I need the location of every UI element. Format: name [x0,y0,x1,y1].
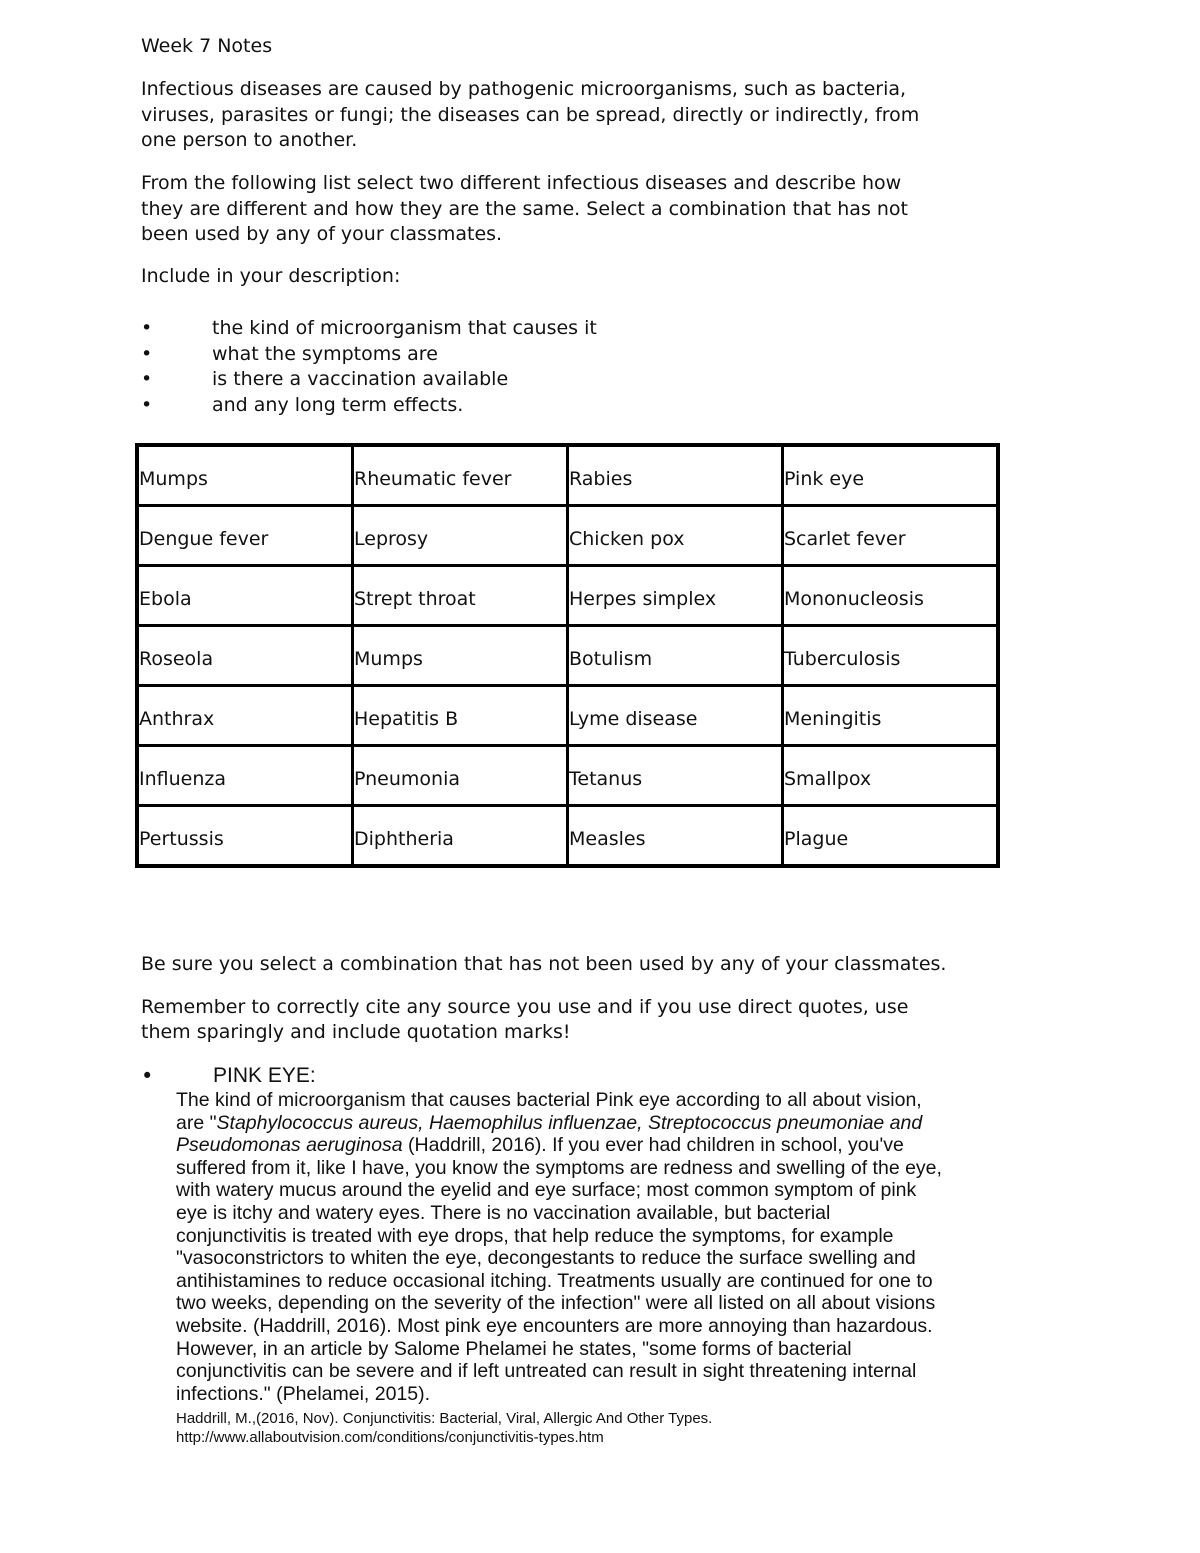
page-title: Week 7 Notes [141,35,273,57]
table-cell: Diphtheria [353,806,568,867]
table-cell: Rheumatic fever [353,445,568,506]
intro-line: viruses, parasites or fungi; the diseases can be spread, directly or indirectly, from [141,103,920,126]
body-line: However, in an article by Salome Phelamei he states, "some forms of bacterial [176,1337,852,1360]
bullet-icon: • [141,393,153,416]
table-cell: Tetanus [568,746,783,806]
table-cell: Leprosy [353,506,568,566]
reference-url: http://www.allaboutvision.com/conditions/conjunctivitis-types.htm [176,1429,604,1446]
instructions-line: From the following list select two different infectious diseases and describe how [141,172,902,194]
table-cell: Measles [568,806,783,867]
table-row [137,506,998,566]
body-line: The kind of microorganism that causes bacterial Pink eye according to all about vision, [176,1089,922,1111]
table-cell: Mumps [353,626,568,686]
list-item: • and any long term effects. [141,393,597,419]
body-line: suffered from it, like I have, you know the symptoms are redness and swelling of the eye, [176,1156,942,1179]
table-cell: Strept throat [353,566,568,626]
instructions-line: been used by any of your classmates. [141,223,503,245]
table-cell: Ebola [137,566,353,626]
bullet-icon: • [141,368,153,390]
table-row [137,566,998,626]
body-line: conjunctivitis is treated with eye drops, that help reduce the symptoms, for example [176,1224,894,1247]
body-line: are "Staphylococcus aureus, Haemophilus influenzae, Streptococcus pneumoniae and [176,1111,923,1134]
body-line: eye is itchy and watery eyes. There is no vaccination available, but bacterial [176,1201,831,1224]
table-cell: Chicken pox [568,506,783,566]
table-row [137,445,998,506]
table-cell: Tuberculosis [783,626,999,686]
body-line: two weeks, depending on the severity of the infection" were all listed on all about visions [176,1292,936,1315]
table-cell: Meningitis [783,686,999,746]
table-row [137,806,998,867]
include-label: Include in your description: [141,265,401,287]
disease-table [135,443,1000,868]
table-cell: Influenza [137,746,353,806]
table-cell: Hepatitis B [353,686,568,746]
table-cell: Botulism [568,626,783,686]
table-cell: Rabies [568,445,783,506]
table-cell: Herpes simplex [568,566,783,626]
list-item: • is there a vaccination available [141,367,597,393]
intro-line: Infectious diseases are caused by pathogenic microorganisms, such as bacteria, [141,78,907,100]
table-cell: Plague [783,806,999,867]
bullet-icon: • [141,342,153,365]
body-line: infections." (Phelamei, 2015). [176,1382,431,1405]
bullet-icon: • [141,317,153,339]
list-item: • what the symptoms are [141,342,597,368]
intro-line: one person to another. [141,129,358,151]
reference-citation: Haddrill, M.,(2016, Nov). Conjunctivitis: Bacterial, Viral, Allergic And Other Types. [176,1410,713,1427]
list-item: • the kind of microorganism that causes it [141,316,597,342]
body-line: "vasoconstrictors to whiten the eye, decongestants to reduce the surface swelling and [176,1247,916,1270]
reminder-line: Remember to correctly cite any source you use and if you use direct quotes, use [141,996,909,1018]
reminder-line: them sparingly and include quotation marks! [141,1021,571,1043]
table-cell: Anthrax [137,686,353,746]
table-cell: Pertussis [137,806,353,867]
table-cell: Mononucleosis [783,566,999,626]
pink-eye-body [176,1089,942,1405]
table-row [137,746,998,806]
bullet-icon: • [141,1064,154,1088]
table-cell: Lyme disease [568,686,783,746]
table-row [137,626,998,686]
body-line: antihistamines to reduce occasional itching. Treatments usually are continued for one to [176,1269,933,1292]
body-line: conjunctivitis can be severe and if left untreated can result in sight threatening internal [176,1360,917,1383]
table-cell: Pneumonia [353,746,568,806]
instructions-line: they are different and how they are the same. Select a combination that has not [141,197,909,220]
table-cell: Smallpox [783,746,999,806]
criteria-list [141,316,597,418]
table-cell: Pink eye [783,445,999,506]
table-cell: Mumps [137,445,353,506]
reminder-text: Be sure you select a combination that has not been used by any of your classmates. [141,953,947,975]
table-cell: Scarlet fever [783,506,999,566]
body-line: with watery mucus around the eyelid and eye surface; most common symptom of pink [176,1179,917,1202]
table-row [137,686,998,746]
table-cell: Roseola [137,626,353,686]
body-line: website. (Haddrill, 2016). Most pink eye encounters are more annoying than hazardous. [176,1314,933,1337]
section-heading: PINK EYE: [213,1064,316,1087]
body-line: Pseudomonas aeruginosa (Haddrill, 2016). If you ever had children in school, you've [176,1134,904,1157]
table-cell: Dengue fever [137,506,353,566]
